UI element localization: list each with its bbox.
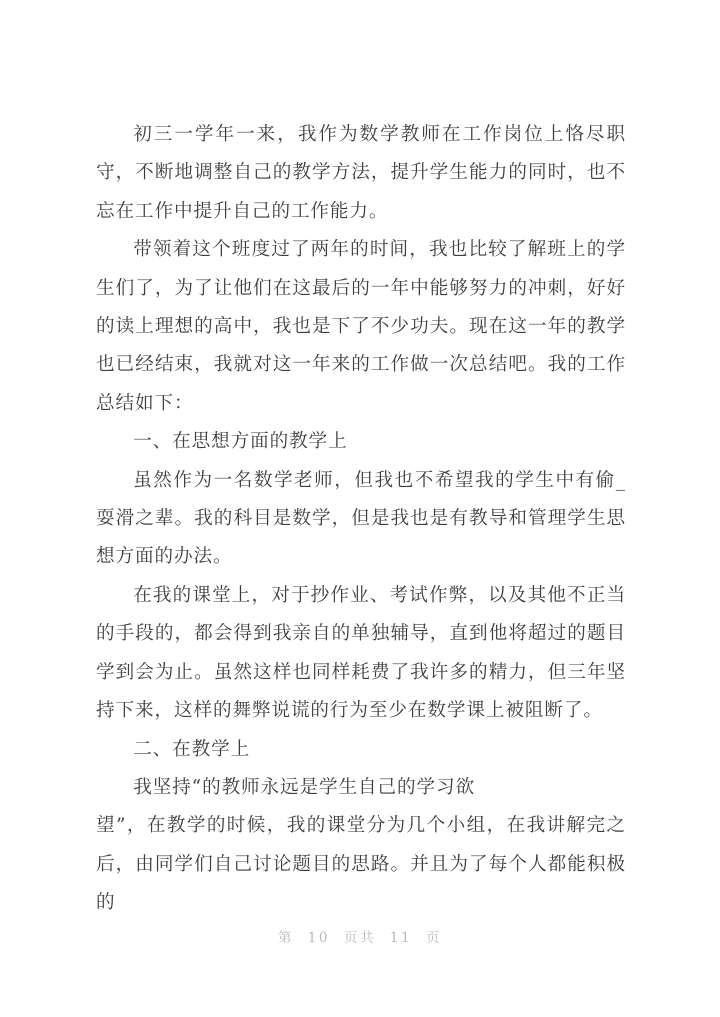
- paragraph-5-continued: 望”，在教学的时候，我的课堂分为几个小组，在我讲解完之后，由同学们自己讨论题目的思路。并且为了每个人都能积极的: [96, 815, 626, 914]
- section-heading-1: 一、在思想方面的教学上: [133, 431, 348, 453]
- paragraph-4: 在我的课堂上，对于抄作业、考试作弊，以及其他不正当的手段的，都会得到我亲自的单独辅导，直到他将超过的题目学到会为止。虽然这样也同样耗费了我许多的精力，但三年坚持下来，这样的舞弊说谎的行为至少在数学课上被阻断了。: [96, 584, 626, 722]
- paragraph-2: 带领着这个班度过了两年的时间，我也比较了解班上的学生们了，为了让他们在这最后的一年中能够努力的冲刺，好好的读上理想的高中，我也是下了不少功夫。现在这一年的教学也已经结束，我就对这一年来的工作做一次总结吧。我的工作总结如下：: [96, 239, 626, 414]
- paragraph-3: 虽然作为一名数学老师，但我也不希望我的学生中有偷_耍滑之辈。我的科目是数学，但是我也是有教导和管理学生思想方面的办法。: [96, 469, 626, 568]
- paragraph-1: 初三一学年一来，我作为数学教师在工作岗位上恪尽职守，不断地调整自己的教学方法，提升学生能力的同时，也不忘在工作中提升自己的工作能力。: [96, 124, 626, 222]
- page-number-footer: 第 10 页共 11 页: [277, 930, 443, 946]
- section-heading-2: 二、在教学上: [133, 738, 251, 760]
- paragraph-5-line-1: 我坚持“的教师永远是学生自己的学习欲: [133, 776, 475, 798]
- document-text-body: [96, 116, 626, 923]
